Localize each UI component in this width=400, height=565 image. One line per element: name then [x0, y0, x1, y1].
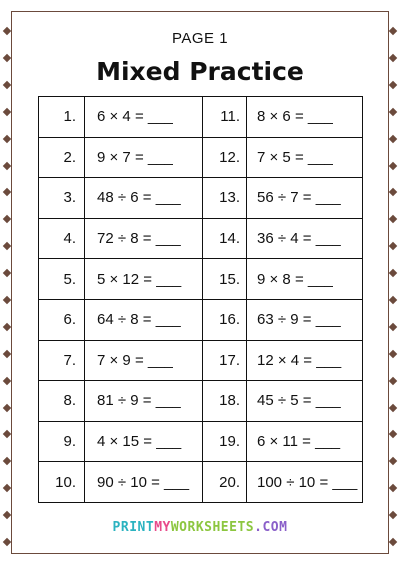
diamond-ornament [389, 511, 397, 519]
problem-text: 56 ÷ 7 = ___ [247, 178, 363, 219]
diamond-ornament [389, 242, 397, 250]
problem-number: 4. [39, 218, 85, 259]
problem-number: 1. [39, 97, 85, 138]
table-row [39, 421, 363, 462]
problem-number: 5. [39, 259, 85, 300]
problem-text: 8 × 6 = ___ [247, 97, 363, 138]
table-row [39, 137, 363, 178]
diamond-ornament [389, 269, 397, 277]
diamond-ornament [3, 215, 11, 223]
problem-number: 14. [203, 218, 247, 259]
problem-text: 45 ÷ 5 = ___ [247, 381, 363, 422]
table-row [39, 381, 363, 422]
problem-text: 81 ÷ 9 = ___ [85, 381, 203, 422]
diamond-ornament [389, 538, 397, 546]
diamond-ornament [389, 296, 397, 304]
problem-number: 7. [39, 340, 85, 381]
problem-text: 100 ÷ 10 = ___ [247, 462, 363, 503]
diamond-ornament [389, 350, 397, 358]
diamond-ornament [3, 377, 11, 385]
problem-text: 63 ÷ 9 = ___ [247, 299, 363, 340]
table-row [39, 462, 363, 503]
problem-text: 64 ÷ 8 = ___ [85, 299, 203, 340]
problem-number: 13. [203, 178, 247, 219]
problem-number: 2. [39, 137, 85, 178]
page-label: PAGE 1 [171, 30, 229, 47]
problem-number: 17. [203, 340, 247, 381]
problem-number: 3. [39, 178, 85, 219]
diamond-ornament [3, 457, 11, 465]
problem-text: 36 ÷ 4 = ___ [247, 218, 363, 259]
diamond-ornament [3, 242, 11, 250]
problem-number: 16. [203, 299, 247, 340]
diamond-ornament [3, 323, 11, 331]
worksheet-title: Mixed Practice [96, 57, 304, 86]
problem-number: 15. [203, 259, 247, 300]
diamond-ornament [3, 296, 11, 304]
problem-text: 12 × 4 = ___ [247, 340, 363, 381]
diamond-ornament [3, 108, 11, 116]
problem-number: 19. [203, 421, 247, 462]
diamond-ornament [3, 188, 11, 196]
diamond-ornament [3, 269, 11, 277]
problem-text: 6 × 11 = ___ [247, 421, 363, 462]
problem-text: 90 ÷ 10 = ___ [85, 462, 203, 503]
diamond-ornament [3, 430, 11, 438]
problem-number: 11. [203, 97, 247, 138]
problem-number: 20. [203, 462, 247, 503]
problem-number: 10. [39, 462, 85, 503]
table-row [39, 97, 363, 138]
table-row [39, 259, 363, 300]
logo-part-my: MY [154, 520, 171, 535]
problem-number: 8. [39, 381, 85, 422]
diamond-ornament [389, 484, 397, 492]
table-row [39, 340, 363, 381]
diamond-ornament [3, 350, 11, 358]
diamond-ornament [389, 323, 397, 331]
diamond-ornament [3, 404, 11, 412]
diamond-ornament [3, 538, 11, 546]
logo-part-com: .COM [254, 520, 288, 535]
diamond-ornament [389, 404, 397, 412]
problem-number: 12. [203, 137, 247, 178]
diamond-ornament [389, 135, 397, 143]
problem-text: 6 × 4 = ___ [85, 97, 203, 138]
diamond-ornament [3, 484, 11, 492]
diamond-ornament [389, 188, 397, 196]
table-row [39, 299, 363, 340]
problem-text: 4 × 15 = ___ [85, 421, 203, 462]
logo-part-print: PRINT [112, 520, 155, 535]
diamond-ornament [389, 162, 397, 170]
problem-text: 72 ÷ 8 = ___ [85, 218, 203, 259]
problem-text: 9 × 7 = ___ [85, 137, 203, 178]
diamond-ornament [389, 108, 397, 116]
problem-number: 18. [203, 381, 247, 422]
table-row [39, 218, 363, 259]
diamond-ornament [3, 135, 11, 143]
problem-text: 5 × 12 = ___ [85, 259, 203, 300]
problem-number: 9. [39, 421, 85, 462]
problem-text: 7 × 5 = ___ [247, 137, 363, 178]
diamond-ornament [389, 430, 397, 438]
problem-text: 48 ÷ 6 = ___ [85, 178, 203, 219]
diamond-ornament [389, 457, 397, 465]
diamond-ornament [389, 377, 397, 385]
problem-text: 7 × 9 = ___ [85, 340, 203, 381]
diamond-ornament [3, 511, 11, 519]
diamond-ornament [389, 215, 397, 223]
logo-part-worksheets: WORKSHEETS [170, 520, 255, 535]
problem-text: 9 × 8 = ___ [247, 259, 363, 300]
table-row [39, 178, 363, 219]
site-logo [0, 520, 400, 535]
problems-table [38, 96, 363, 503]
problem-number: 6. [39, 299, 85, 340]
diamond-ornament [3, 162, 11, 170]
